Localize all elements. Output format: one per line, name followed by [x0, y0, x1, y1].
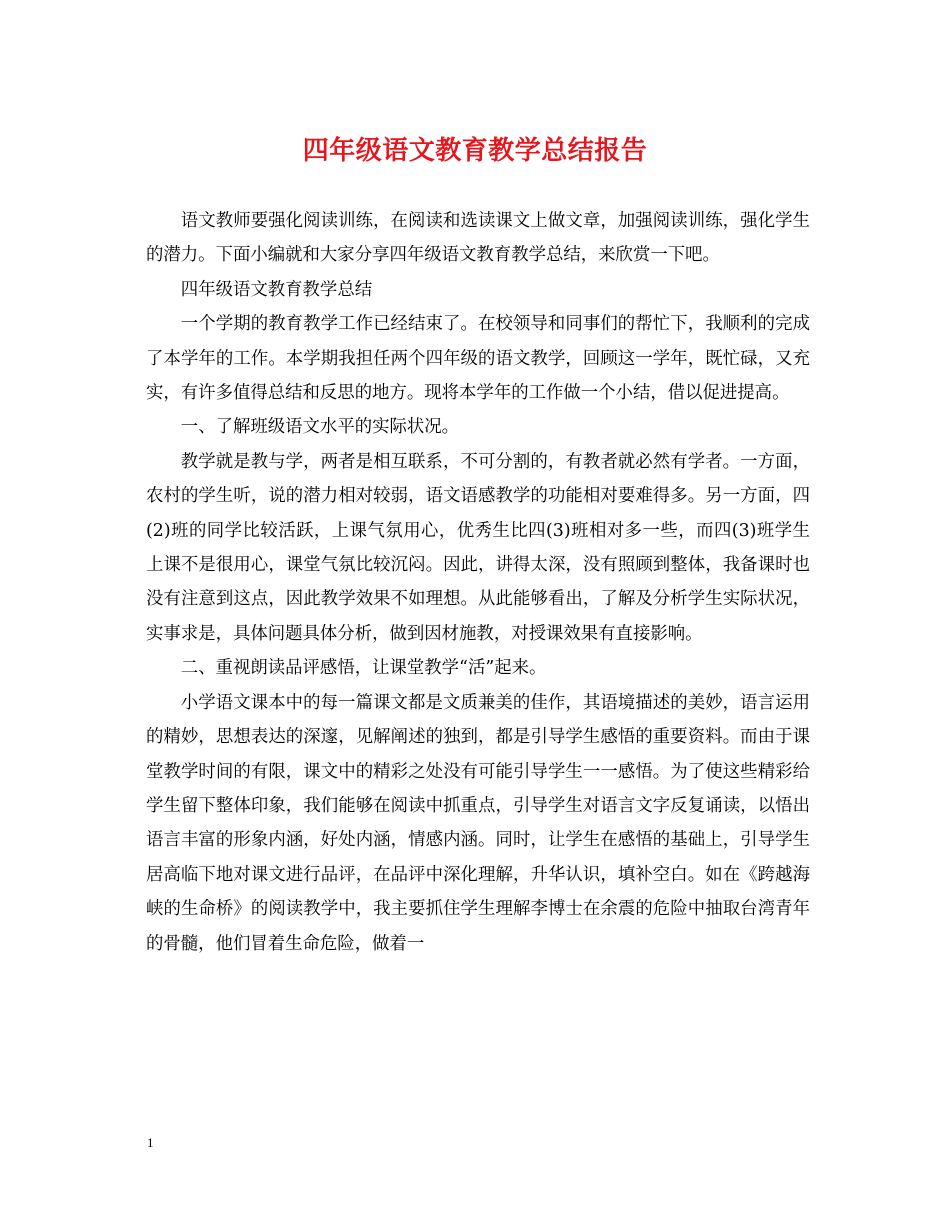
- body-paragraph: 小学语文课本中的每一篇课文都是文质兼美的佳作，其语境描述的美妙，语言运用的精妙，思想表达的深邃，见解阐述的独到，都是引导学生感悟的重要资料。而由于课堂教学时间的有限，课文中的精彩之处没有可能引导学生一一感悟。为了使这些精彩给学生留下整体印象，我们能够在阅读中抓重点，引导学生对语言文字反复诵读，以悟出语言丰富的形象内涵，好处内涵，情感内涵。同时，让学生在感悟的基础上，引导学生居高临下地对课文进行品评，在品评中深化理解，升华认识，填补空白。如在《跨越海峡的生命桥》的阅读教学中，我主要抓住学生理解李博士在余震的危险中抽取台湾青年的骨髓，他们冒着生命危险，做着一: [146, 692, 810, 954]
- body-paragraph: 教学就是教与学，两者是相互联系，不可分割的，有教者就必然有学者。一方面，农村的学生听，说的潜力相对较弱，语文语感教学的功能相对要难得多。另一方面，四(2)班的同学比较活跃，上课气氛用心，优秀生比四(3)班相对多一些，而四(3)班学生上课不是很用心，课堂气氛比较沉闷。因此，讲得太深，没有照顾到整体，我备课时也没有注意到这点，因此教学效果不如理想。从此能够看出，了解及分析学生实际状况，实事求是，具体问题具体分析，做到因材施教，对授课效果有直接影响。: [146, 451, 810, 644]
- section-heading: 四年级语文教育教学总结: [180, 279, 373, 300]
- page-number: 1: [147, 1135, 154, 1150]
- section-heading: 二、重视朗读品评感悟，让课堂教学“活”起来。: [180, 658, 547, 679]
- section-heading: 一、了解班级语文水平的实际状况。: [180, 417, 460, 438]
- body-paragraph: 一个学期的教育教学工作已经结束了。在校领导和同事们的帮忙下，我顺利的完成了本学年的工作。本学期我担任两个四年级的语文教学，回顾这一学年，既忙碌，又充实，有许多值得总结和反思的地方。现将本学年的工作做一个小结，借以促进提高。: [146, 314, 810, 404]
- intro-paragraph: 语文教师要强化阅读训练，在阅读和选读课文上做文章，加强阅读训练，强化学生的潜力。下面小编就和大家分享四年级语文教育教学总结，来欣赏一下吧。: [146, 211, 810, 266]
- document-title: 四年级语文教育教学总结报告: [302, 136, 648, 166]
- document-body: [146, 204, 810, 961]
